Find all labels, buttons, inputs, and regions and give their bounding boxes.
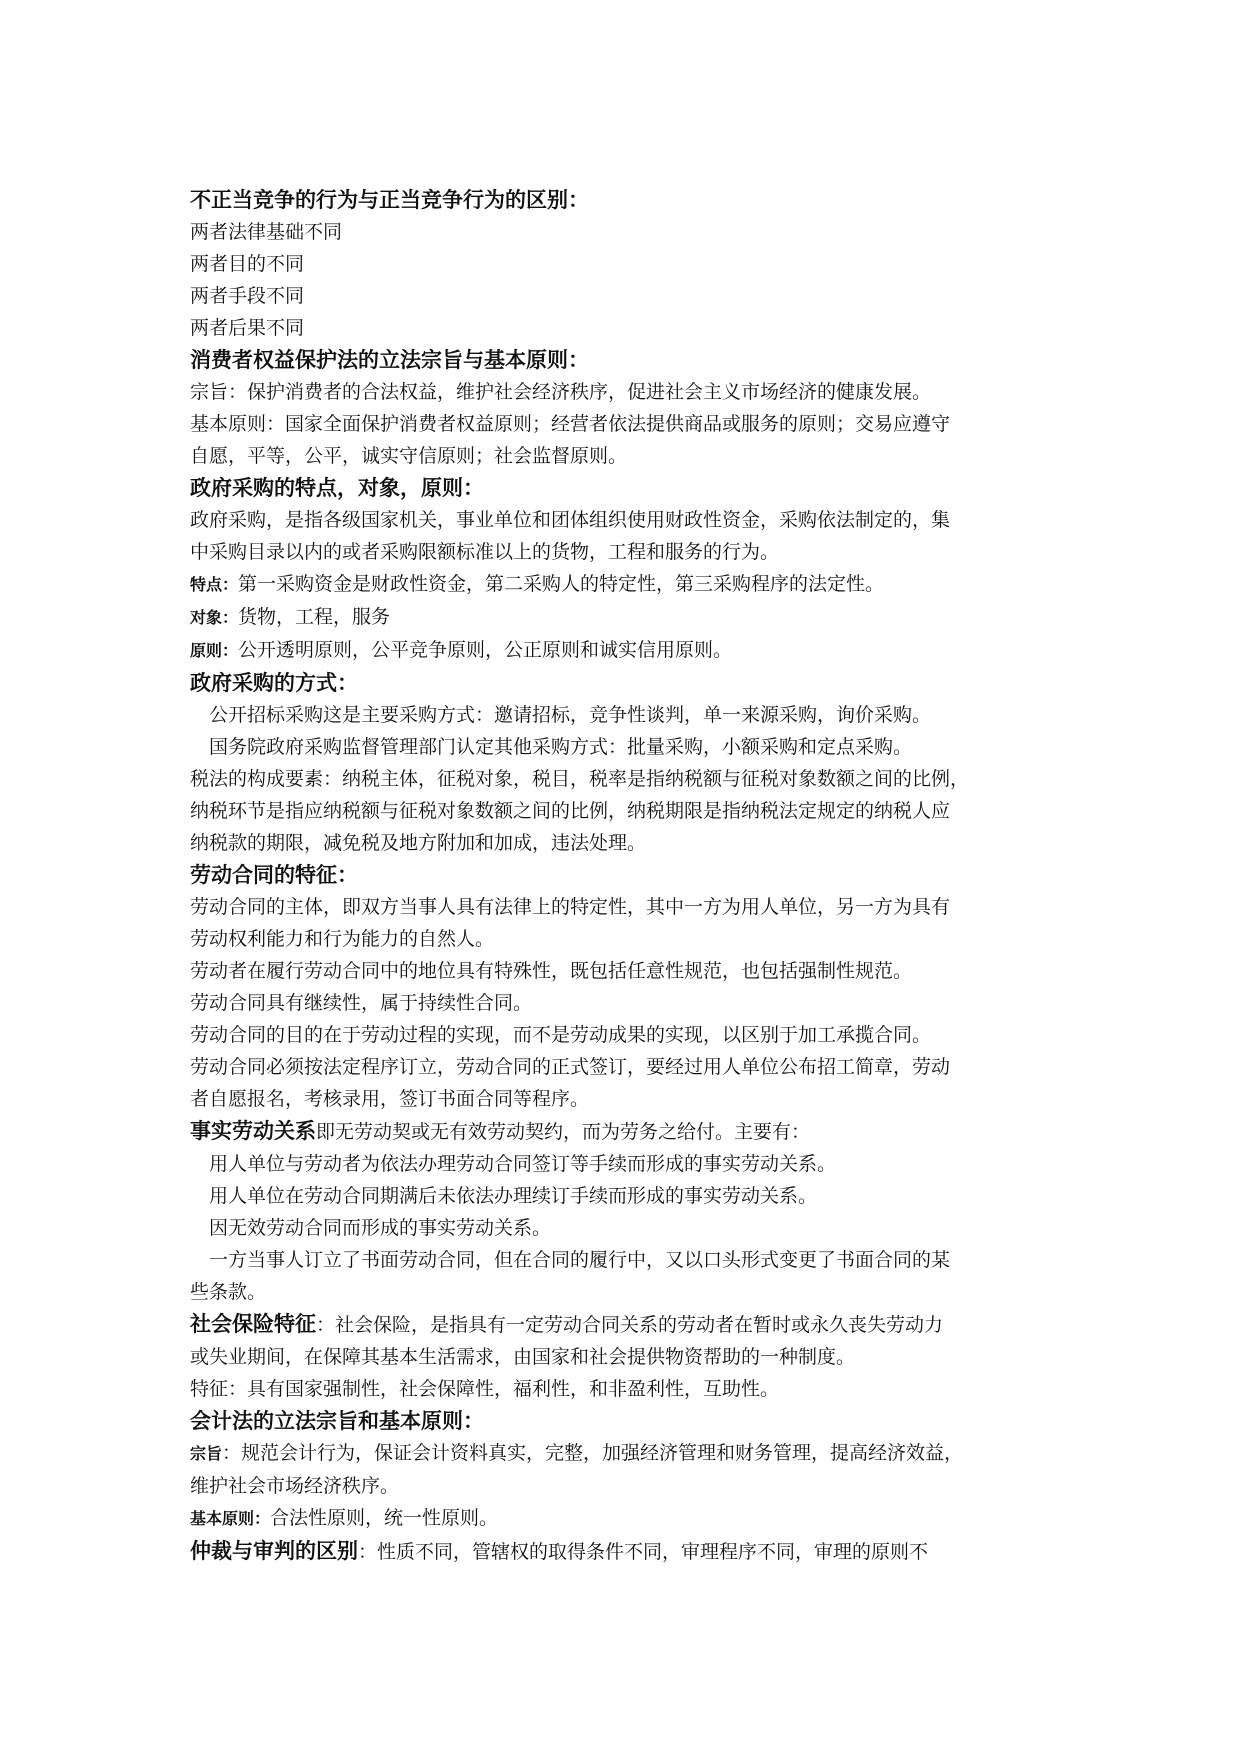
paragraph-line: 两者后果不同 (190, 317, 305, 339)
line-text: 合法性原则，统一性原则。 (270, 1507, 499, 1529)
line-text: 第一采购资金是财政性资金，第二采购人的特定性，第三采购程序的法定性。 (238, 573, 885, 595)
paragraph-line: 劳动权利能力和行为能力的自然人。 (190, 928, 495, 950)
paragraph-line: 两者目的不同 (190, 253, 305, 275)
paragraph-line: 宗旨：保护消费者的合法权益，维护社会经济秩序，促进社会主义市场经济的健康发展。 (190, 381, 932, 403)
section-heading: 会计法的立法宗旨和基本原则： (190, 1409, 484, 1433)
paragraph-line: 纳税款的期限，减免税及地方附加和加成，违法处理。 (190, 832, 647, 854)
paragraph-line: 劳动合同具有继续性，属于持续性合同。 (190, 992, 533, 1014)
document-page (190, 184, 1060, 1568)
line-label: 宗旨 (190, 1444, 223, 1463)
paragraph-line: 因无效劳动合同而形成的事实劳动关系。 (209, 1217, 552, 1239)
paragraph-line: 用人单位在劳动合同期满后未依法办理续订手续而形成的事实劳动关系。 (209, 1185, 818, 1207)
line-label: 特点： (190, 575, 239, 594)
paragraph-line: 税法的构成要素：纳税主体，征税对象，税目，税率是指纳税额与征税对象数额之间的比例， (190, 768, 970, 790)
paragraph-line: 些条款。 (190, 1281, 267, 1303)
labeled-line (190, 1502, 1060, 1535)
section-heading: 消费者权益保护法的立法宗旨与基本原则： (190, 348, 589, 372)
line-label: 对象： (190, 608, 239, 627)
paragraph-line: 用人单位与劳动者为依法办理劳动合同签订等手续而形成的事实劳动关系。 (209, 1153, 837, 1175)
line-label: 社会保险特征 (190, 1312, 316, 1336)
line-text: 公开透明原则，公平竞争原则，公正原则和诚实信用原则。 (238, 639, 733, 661)
section-heading: 政府采购的特点，对象，原则： (190, 476, 484, 500)
labeled-line (190, 1437, 1060, 1470)
paragraph-line: 维护社会市场经济秩序。 (190, 1475, 400, 1497)
paragraph-line: 一方当事人订立了书面劳动合同，但在合同的履行中，又以口头形式变更了书面合同的某 (209, 1249, 951, 1271)
paragraph-line: 特征：具有国家强制性，社会保障性，福利性，和非盈利性，互助性。 (190, 1378, 780, 1400)
section-heading: 不正当竞争的行为与正当竞争行为的区别： (190, 188, 589, 212)
paragraph-line: 中采购目录以内的或者采购限额标准以上的货物，工程和服务的行为。 (190, 541, 780, 563)
line-text: ：性质不同，管辖权的取得条件不同，审理程序不同，审理的原则不 (358, 1541, 929, 1563)
labeled-line (190, 634, 1060, 667)
paragraph-line: 者自愿报名，考核录用，签订书面合同等程序。 (190, 1088, 590, 1110)
paragraph-line: 或失业期间，在保障其基本生活需求，由国家和社会提供物资帮助的一种制度。 (190, 1346, 856, 1368)
line-label: 基本原则： (190, 1509, 271, 1528)
paragraph-line: 政府采购，是指各级国家机关，事业单位和团体组织使用财政性资金，采购依法制定的，集 (190, 509, 951, 531)
section-heading: 劳动合同的特征： (190, 863, 358, 887)
paragraph-line: 劳动合同的目的在于劳动过程的实现，而不是劳动成果的实现，以区别于加工承揽合同。 (190, 1024, 932, 1046)
paragraph-line: 两者手段不同 (190, 285, 305, 307)
paragraph-line: 公开招标采购这是主要采购方式：邀请招标，竞争性谈判，单一来源采购，询价采购。 (209, 704, 932, 726)
paragraph-line: 两者法律基础不同 (190, 221, 343, 243)
paragraph-line: 纳税环节是指应纳税额与征税对象数额之间的比例，纳税期限是指纳税法定规定的纳税人应 (190, 800, 951, 822)
paragraph-line: 自愿，平等，公平，诚实守信原则；社会监督原则。 (190, 445, 628, 467)
line-text: ：规范会计行为，保证会计资料真实，完整，加强经济管理和财务管理，提高经济效益， (222, 1442, 964, 1464)
line-label: 仲裁与审判的区别 (190, 1539, 358, 1563)
labeled-line (190, 1115, 1060, 1148)
paragraph-line: 劳动者在履行劳动合同中的地位具有特殊性，既包括任意性规范，也包括强制性规范。 (190, 960, 913, 982)
line-label: 事实劳动关系 (190, 1119, 316, 1143)
section-heading: 政府采购的方式： (190, 671, 358, 695)
line-text: ：社会保险，是指具有一定劳动合同关系的劳动者在暂时或永久丧失劳动力 (316, 1314, 944, 1336)
paragraph-line: 劳动合同的主体，即双方当事人具有法律上的特定性，其中一方为用人单位，另一方为具有 (190, 896, 951, 918)
labeled-line (190, 1535, 1060, 1568)
labeled-line (190, 601, 1060, 634)
line-label: 原则： (190, 641, 239, 660)
line-text: 即无劳动契或无有效劳动契约，而为劳务之给付。主要有： (316, 1121, 811, 1143)
paragraph-line: 劳动合同必须按法定程序订立，劳动合同的正式签订，要经过用人单位公布招工简章，劳动 (190, 1056, 951, 1078)
line-text: 货物，工程，服务 (238, 606, 391, 628)
paragraph-line: 国务院政府采购监督管理部门认定其他采购方式：批量采购，小额采购和定点采购。 (209, 736, 913, 758)
labeled-line (190, 1308, 1060, 1341)
labeled-line (190, 568, 1060, 601)
paragraph-line: 基本原则：国家全面保护消费者权益原则；经营者依法提供商品或服务的原则；交易应遵守 (190, 413, 951, 435)
